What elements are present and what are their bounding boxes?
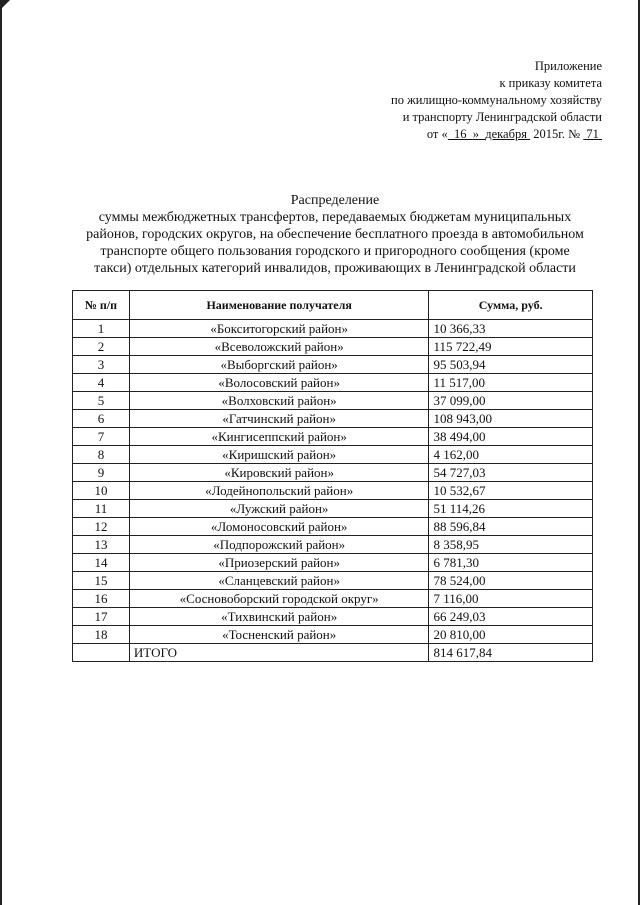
row-number: 12 — [73, 518, 130, 536]
amount: 11 517,00 — [429, 374, 593, 392]
date-month: декабря — [485, 127, 527, 141]
committee-name-line2: и транспорту Ленинградской области — [402, 110, 602, 124]
scan-corner-mark — [0, 0, 10, 10]
table-row — [73, 446, 593, 464]
table-row — [73, 626, 593, 644]
recipient-name: «Сланцевский район» — [129, 572, 429, 590]
total-amount: 814 617,84 — [429, 644, 593, 662]
recipient-name: «Сосновоборский городской округ» — [129, 590, 429, 608]
document-title — [40, 192, 630, 277]
table-row — [73, 338, 593, 356]
amount: 37 099,00 — [429, 392, 593, 410]
amount: 54 727,03 — [429, 464, 593, 482]
amount: 20 810,00 — [429, 626, 593, 644]
recipient-name: «Кировский район» — [129, 464, 429, 482]
row-number: 10 — [73, 482, 130, 500]
table-row — [73, 536, 593, 554]
table-row — [73, 428, 593, 446]
amount: 115 722,49 — [429, 338, 593, 356]
recipient-name: «Тихвинский район» — [129, 608, 429, 626]
appendix-label: Приложение — [534, 59, 602, 73]
table-row — [73, 500, 593, 518]
committee-name-line1: по жилищно-коммунальному хозяйству — [391, 93, 602, 107]
table-row — [73, 356, 593, 374]
title-line-4: такси) отдельных категорий инвалидов, проживающих в Ленинградской области — [94, 261, 576, 276]
row-number: 4 — [73, 374, 130, 392]
total-label: ИТОГО — [129, 644, 429, 662]
appendix-header — [391, 58, 602, 143]
row-number: 14 — [73, 554, 130, 572]
title-line-2: районов, городских округов, на обеспечение бесплатного проезда в автомобильном — [86, 227, 584, 242]
date-quote: » — [472, 127, 480, 141]
scan-border-left — [0, 0, 2, 905]
row-number: 18 — [73, 626, 130, 644]
amount: 51 114,26 — [429, 500, 593, 518]
recipient-name: «Тосненский район» — [129, 626, 429, 644]
amount: 66 249,03 — [429, 608, 593, 626]
recipient-name: «Ломоносовский район» — [129, 518, 429, 536]
row-number: 7 — [73, 428, 130, 446]
row-number: 5 — [73, 392, 130, 410]
amount: 8 358,95 — [429, 536, 593, 554]
recipient-name: «Подпорожский район» — [129, 536, 429, 554]
amount: 78 524,00 — [429, 572, 593, 590]
table-row — [73, 554, 593, 572]
row-number: 1 — [73, 320, 130, 338]
row-number: 2 — [73, 338, 130, 356]
column-header-amount: Сумма, руб. — [429, 291, 593, 320]
table-row — [73, 374, 593, 392]
amount: 4 162,00 — [429, 446, 593, 464]
row-number: 13 — [73, 536, 130, 554]
recipient-name: «Лужский район» — [129, 500, 429, 518]
amount: 7 116,00 — [429, 590, 593, 608]
table-row — [73, 464, 593, 482]
order-date-line — [391, 126, 602, 143]
recipient-name: «Бокситогорский район» — [129, 320, 429, 338]
recipient-name: «Гатчинский район» — [129, 410, 429, 428]
recipient-name: «Киришский район» — [129, 446, 429, 464]
row-number: 15 — [73, 572, 130, 590]
table-row — [73, 572, 593, 590]
table-header-row — [73, 291, 593, 320]
recipient-name: «Волховский район» — [129, 392, 429, 410]
column-header-recipient: Наименование получателя — [129, 291, 429, 320]
table-row — [73, 608, 593, 626]
recipient-name: «Выборгский район» — [129, 356, 429, 374]
total-empty-cell — [73, 644, 130, 662]
distribution-table — [72, 290, 593, 662]
date-prefix: от « — [426, 127, 448, 141]
recipient-name: «Кингисеппский район» — [129, 428, 429, 446]
row-number: 9 — [73, 464, 130, 482]
recipient-name: «Всеволожский район» — [129, 338, 429, 356]
amount: 10 366,33 — [429, 320, 593, 338]
table-row — [73, 320, 593, 338]
date-year: 2015г. № — [533, 127, 581, 141]
title-line-1: суммы межбюджетных трансфертов, передаваемых бюджетам муниципальных — [98, 210, 572, 225]
amount: 10 532,67 — [429, 482, 593, 500]
recipient-name: «Лодейнопольский район» — [129, 482, 429, 500]
date-day: 16 — [454, 127, 467, 141]
table-row — [73, 410, 593, 428]
row-number: 6 — [73, 410, 130, 428]
table-row — [73, 590, 593, 608]
amount: 38 494,00 — [429, 428, 593, 446]
table-row — [73, 518, 593, 536]
amount: 108 943,00 — [429, 410, 593, 428]
amount: 88 596,84 — [429, 518, 593, 536]
order-reference: к приказу комитета — [499, 76, 602, 90]
title-line-3: транспорте общего пользования городского и пригородного сообщения (кроме — [100, 244, 570, 259]
table-row — [73, 482, 593, 500]
total-row — [73, 644, 593, 662]
table-row — [73, 392, 593, 410]
row-number: 16 — [73, 590, 130, 608]
row-number: 11 — [73, 500, 130, 518]
order-number: 71 — [586, 127, 599, 141]
recipient-name: «Волосовский район» — [129, 374, 429, 392]
amount: 6 781,30 — [429, 554, 593, 572]
row-number: 8 — [73, 446, 130, 464]
row-number: 17 — [73, 608, 130, 626]
row-number: 3 — [73, 356, 130, 374]
amount: 95 503,94 — [429, 356, 593, 374]
column-header-number: № п/п — [73, 291, 130, 320]
recipient-name: «Приозерский район» — [129, 554, 429, 572]
title-heading: Распределение — [290, 193, 380, 208]
